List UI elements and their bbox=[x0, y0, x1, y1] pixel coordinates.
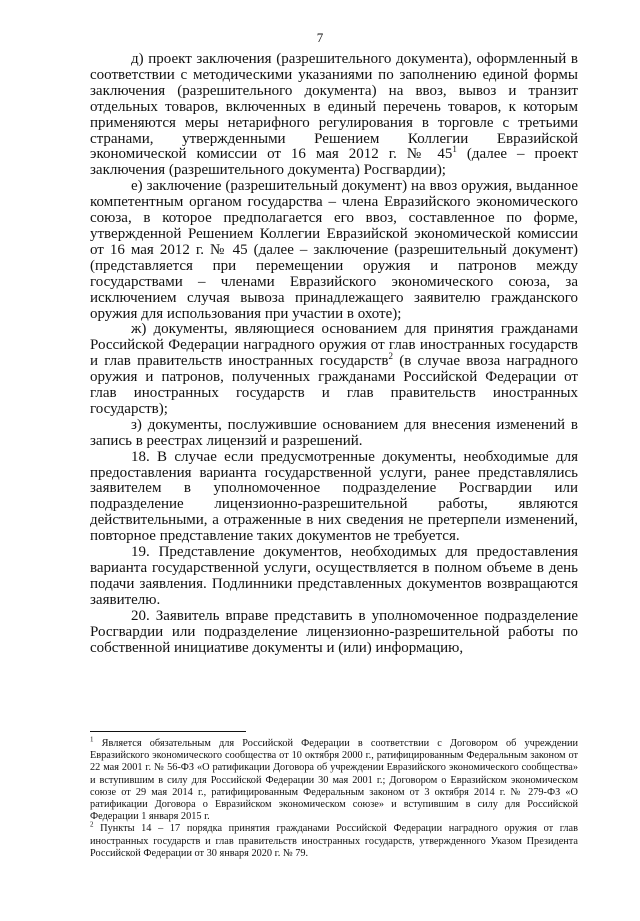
footnote-mark: 1 bbox=[90, 735, 94, 744]
paragraph-text: 18. В случае если предусмотренные документы, необходимые для предоставления варианта государственной услуги, ранее представлялись заявителем в уполномоченное подразделение Росгвардии или подразделение лицензионно-разрешительной работы, являются действительными, а отраженные в них сведения не претерпели изменений, повторное представление таких документов не требуется. bbox=[90, 448, 578, 545]
paragraph-text: д) проект заключения (разрешительного документа), оформленный в соответствии с методическими указаниями по заполнению единой формы заключения (разрешительного документа) на ввоз, вывоз и транзит отдельных товаров, включенных в единый перечень товаров, к которым применяются меры нетарифного регулирования в торговле с третьими странами, утвержденными Решением Коллегии Евразийской экономической комиссии от 16 мая 2012 г. № 45 bbox=[90, 51, 578, 163]
paragraph-text: з) документы, послужившие основанием для внесения изменений в запись в реестрах лицензий и разрешений. bbox=[90, 416, 578, 449]
paragraph-zh bbox=[90, 322, 578, 417]
page-number: 7 bbox=[316, 30, 324, 45]
paragraph-e bbox=[90, 179, 578, 322]
paragraph-text: 20. Заявитель вправе представить в уполномоченное подразделение Росгвардии или подразделение лицензионно-разрешительной работы по собственной инициативе документы и (или) информацию, bbox=[90, 607, 578, 656]
paragraph-text: 19. Представление документов, необходимых для предоставления варианта государственной услуги, осуществляется в полном объеме в день подачи заявления. Подлинники представленных документов возвращаются заявителю. bbox=[90, 544, 578, 608]
paragraph-19 bbox=[90, 545, 578, 609]
footnote-divider bbox=[90, 731, 246, 732]
paragraph-text: е) заключение (разрешительный документ) на ввоз оружия, выданное компетентным органом государства – члена Евразийского экономического союза, в которое предполагается его ввоз, составленное по форме, утвержденной Решением Коллегии Евразийской экономической комиссии от 16 мая 2012 г. № 45 (далее – заключение (разрешительный документ) (представляется при перемещении оружия и патронов между государствами – членами Евразийского экономического союза, за исключением случая вывоза принадлежащего заявителю гражданского оружия для использования при участии в охоте); bbox=[90, 178, 578, 322]
footnote-text: Пункты 14 – 17 порядка принятия гражданами Российской Федерации наградного оружия от глав иностранных государств и глав правительств иностранных государств, утвержденного Указом Президента Российской Федерации от 30 января 2020 г. № 79. bbox=[90, 823, 578, 859]
paragraph-18 bbox=[90, 450, 578, 545]
footnote-2 bbox=[90, 823, 578, 860]
footnote-ref-2: 2 bbox=[388, 351, 393, 362]
footnote-text: Является обязательным для Российской Федерации в соответствии с Договором об учреждении Евразийского экономического сообщества от 10 октября 2000 г., ратифицированным Федеральным законом от 22 мая 2001 г. № 56-ФЗ «О ратификации Договора об учреждении Евразийского экономического сообщества» и вступившим в силу для Российской Федерации 30 мая 2001 г.; Договором о Евразийском экономическом союзе от 29 мая 2014 г., ратифицированным Федеральным законом от 3 октября 2014 г. № 279-ФЗ «О ратификации Договора о Евразийском экономическом союзе» и вступившим в силу для Российской Федерации 1 января 2015 г. bbox=[90, 738, 578, 823]
footnote-ref-1: 1 bbox=[452, 144, 457, 155]
footnotes bbox=[90, 735, 578, 860]
paragraph-text-continued: (в случае ввоза наградного оружия и патронов, полученных гражданами Российской Федерации от глав иностранных государств и глав правительств иностранных государств); bbox=[90, 353, 578, 417]
paragraph-text-continued: (далее – проект заключения (разрешительного документа) Росгвардии); bbox=[90, 146, 579, 179]
paragraph-text: ж) документы, являющиеся основанием для принятия гражданами Российской Федерации наградного оружия от глав иностранных государств и глав правительств иностранных государств bbox=[90, 321, 578, 370]
footnote-mark: 2 bbox=[90, 821, 94, 829]
document-body bbox=[90, 52, 578, 656]
paragraph-20 bbox=[90, 609, 578, 657]
paragraph-z bbox=[90, 418, 578, 450]
footnote-1 bbox=[90, 735, 578, 823]
paragraph-d bbox=[90, 52, 578, 179]
